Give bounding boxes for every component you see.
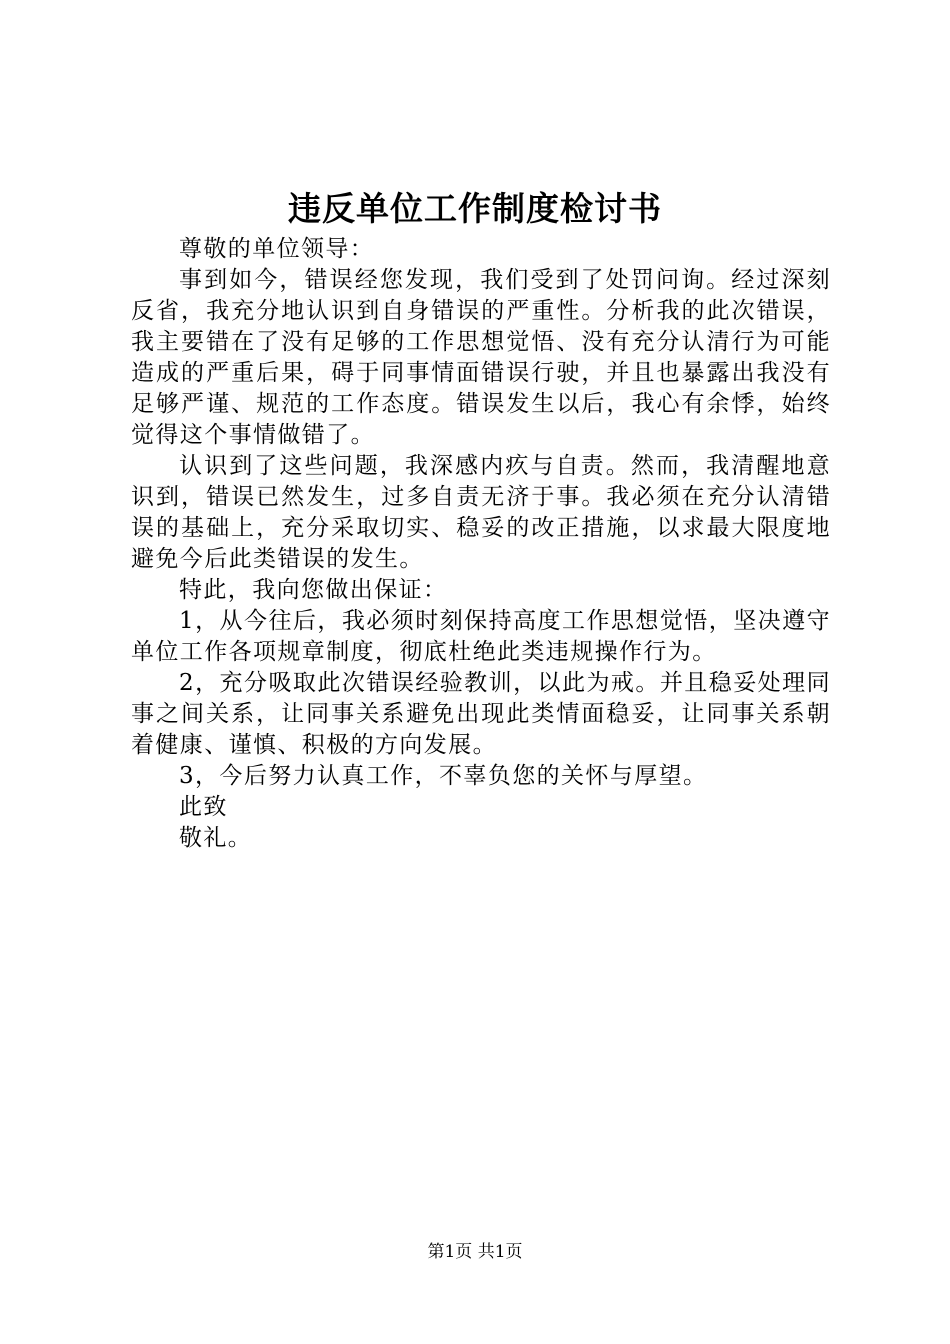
pledge-1: 1，从今往后，我必须时刻保持高度工作思想觉悟，坚决遵守单位工作各项规章制度，彻底杜绝此类违规操作行为。: [131, 608, 831, 665]
document-body: [131, 234, 831, 854]
pledge-2: 2，充分吸取此次错误经验教训，以此为戒。并且稳妥处理同事之间关系，让同事关系避免出现此类情面稳妥，让同事关系朝着健康、谨慎、积极的方向发展。: [131, 670, 831, 758]
paragraph-3: 特此，我向您做出保证：: [179, 577, 448, 603]
pledge-3: 3，今后努力认真工作，不辜负您的关怀与厚望。: [179, 763, 708, 789]
closing-2: 敬礼。: [179, 825, 253, 851]
paragraph-2: 认识到了这些问题，我深感内疚与自责。然而，我清醒地意识到，错误已然发生，过多自责无济于事。我必须在充分认清错误的基础上，充分采取切实、稳妥的改正措施，以求最大限度地避免今后此类错误的发生。: [131, 453, 831, 572]
closing-1: 此致: [179, 794, 228, 820]
page-footer: 第1页 共1页: [427, 1242, 523, 1262]
document-title: 违反单位工作制度检讨书: [288, 189, 662, 228]
salutation: 尊敬的单位领导：: [179, 236, 375, 262]
paragraph-1: 事到如今，错误经您发现，我们受到了处罚问询。经过深刻反省，我充分地认识到自身错误的严重性。分析我的此次错误，我主要错在了没有足够的工作思想觉悟、没有充分认清行为可能造成的严重后果，碍于同事情面错误行驶，并且也暴露出我没有足够严谨、规范的工作态度。错误发生以后，我心有余悸，始终觉得这个事情做错了。: [131, 267, 831, 448]
